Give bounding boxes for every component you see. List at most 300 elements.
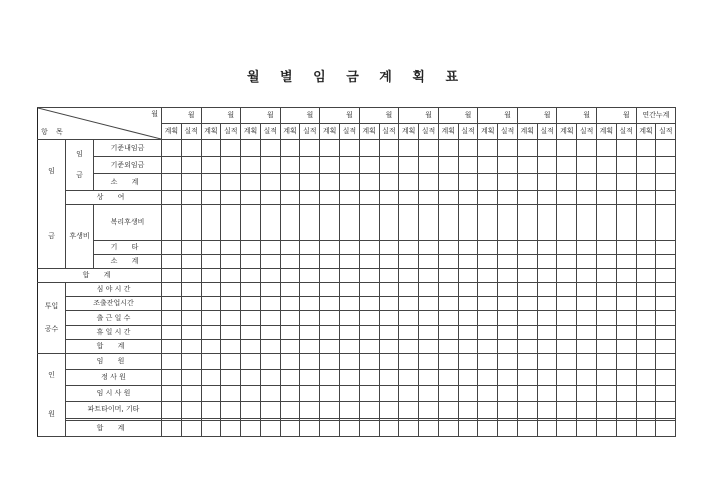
data-cell[interactable]	[537, 205, 557, 240]
data-cell[interactable]	[557, 386, 577, 402]
data-cell[interactable]	[260, 205, 280, 240]
data-cell[interactable]	[379, 311, 399, 325]
data-cell[interactable]	[419, 205, 439, 240]
data-cell[interactable]	[379, 402, 399, 418]
data-cell[interactable]	[221, 339, 241, 353]
data-cell[interactable]	[339, 311, 359, 325]
data-cell[interactable]	[379, 325, 399, 339]
data-cell[interactable]	[537, 402, 557, 418]
data-cell[interactable]	[221, 370, 241, 386]
data-cell[interactable]	[300, 140, 320, 157]
data-cell[interactable]	[162, 254, 182, 268]
data-cell[interactable]	[221, 420, 241, 436]
data-cell[interactable]	[616, 386, 636, 402]
data-cell[interactable]	[557, 205, 577, 240]
data-cell[interactable]	[339, 386, 359, 402]
data-cell[interactable]	[458, 240, 478, 254]
data-cell[interactable]	[478, 297, 498, 311]
data-cell[interactable]	[320, 254, 340, 268]
data-cell[interactable]	[399, 254, 419, 268]
data-cell[interactable]	[597, 339, 617, 353]
data-cell[interactable]	[419, 353, 439, 369]
data-cell[interactable]	[300, 240, 320, 254]
data-cell[interactable]	[399, 311, 419, 325]
data-cell[interactable]	[221, 254, 241, 268]
data-cell[interactable]	[181, 140, 201, 157]
data-cell[interactable]	[241, 325, 261, 339]
data-cell[interactable]	[399, 140, 419, 157]
data-cell[interactable]	[458, 297, 478, 311]
data-cell[interactable]	[339, 297, 359, 311]
data-cell[interactable]	[181, 240, 201, 254]
data-cell[interactable]	[320, 402, 340, 418]
data-cell[interactable]	[636, 420, 656, 436]
data-cell[interactable]	[656, 370, 676, 386]
data-cell[interactable]	[379, 420, 399, 436]
data-cell[interactable]	[399, 339, 419, 353]
data-cell[interactable]	[616, 240, 636, 254]
data-cell[interactable]	[537, 311, 557, 325]
data-cell[interactable]	[597, 140, 617, 157]
data-cell[interactable]	[498, 140, 518, 157]
data-cell[interactable]	[241, 140, 261, 157]
data-cell[interactable]	[280, 370, 300, 386]
data-cell[interactable]	[359, 254, 379, 268]
data-cell[interactable]	[201, 297, 221, 311]
data-cell[interactable]	[300, 339, 320, 353]
data-cell[interactable]	[241, 254, 261, 268]
data-cell[interactable]	[537, 191, 557, 205]
data-cell[interactable]	[458, 402, 478, 418]
data-cell[interactable]	[339, 205, 359, 240]
data-cell[interactable]	[498, 311, 518, 325]
data-cell[interactable]	[260, 353, 280, 369]
data-cell[interactable]	[597, 269, 617, 283]
data-cell[interactable]	[201, 370, 221, 386]
data-cell[interactable]	[438, 240, 458, 254]
data-cell[interactable]	[399, 402, 419, 418]
data-cell[interactable]	[419, 325, 439, 339]
data-cell[interactable]	[359, 353, 379, 369]
data-cell[interactable]	[280, 254, 300, 268]
data-cell[interactable]	[478, 269, 498, 283]
data-cell[interactable]	[260, 297, 280, 311]
data-cell[interactable]	[656, 191, 676, 205]
data-cell[interactable]	[241, 157, 261, 174]
data-cell[interactable]	[557, 370, 577, 386]
data-cell[interactable]	[498, 386, 518, 402]
data-cell[interactable]	[537, 339, 557, 353]
data-cell[interactable]	[458, 157, 478, 174]
data-cell[interactable]	[577, 283, 597, 297]
data-cell[interactable]	[478, 402, 498, 418]
data-cell[interactable]	[517, 353, 537, 369]
data-cell[interactable]	[438, 191, 458, 205]
data-cell[interactable]	[616, 353, 636, 369]
data-cell[interactable]	[221, 140, 241, 157]
data-cell[interactable]	[241, 269, 261, 283]
data-cell[interactable]	[399, 269, 419, 283]
data-cell[interactable]	[162, 157, 182, 174]
data-cell[interactable]	[399, 191, 419, 205]
data-cell[interactable]	[478, 254, 498, 268]
data-cell[interactable]	[241, 386, 261, 402]
data-cell[interactable]	[557, 191, 577, 205]
data-cell[interactable]	[616, 325, 636, 339]
data-cell[interactable]	[478, 157, 498, 174]
data-cell[interactable]	[438, 174, 458, 191]
data-cell[interactable]	[339, 269, 359, 283]
data-cell[interactable]	[379, 339, 399, 353]
data-cell[interactable]	[359, 297, 379, 311]
data-cell[interactable]	[221, 353, 241, 369]
data-cell[interactable]	[280, 325, 300, 339]
data-cell[interactable]	[320, 191, 340, 205]
data-cell[interactable]	[181, 402, 201, 418]
data-cell[interactable]	[557, 420, 577, 436]
data-cell[interactable]	[300, 297, 320, 311]
data-cell[interactable]	[300, 205, 320, 240]
data-cell[interactable]	[517, 297, 537, 311]
data-cell[interactable]	[636, 297, 656, 311]
data-cell[interactable]	[656, 353, 676, 369]
data-cell[interactable]	[260, 420, 280, 436]
data-cell[interactable]	[379, 386, 399, 402]
data-cell[interactable]	[458, 254, 478, 268]
data-cell[interactable]	[597, 325, 617, 339]
data-cell[interactable]	[438, 386, 458, 402]
data-cell[interactable]	[339, 157, 359, 174]
data-cell[interactable]	[300, 174, 320, 191]
data-cell[interactable]	[478, 205, 498, 240]
data-cell[interactable]	[280, 240, 300, 254]
data-cell[interactable]	[260, 370, 280, 386]
data-cell[interactable]	[616, 191, 636, 205]
data-cell[interactable]	[419, 191, 439, 205]
data-cell[interactable]	[379, 254, 399, 268]
data-cell[interactable]	[379, 283, 399, 297]
data-cell[interactable]	[636, 191, 656, 205]
data-cell[interactable]	[162, 205, 182, 240]
data-cell[interactable]	[656, 157, 676, 174]
data-cell[interactable]	[280, 353, 300, 369]
data-cell[interactable]	[280, 402, 300, 418]
data-cell[interactable]	[458, 140, 478, 157]
data-cell[interactable]	[597, 254, 617, 268]
data-cell[interactable]	[201, 254, 221, 268]
data-cell[interactable]	[537, 283, 557, 297]
data-cell[interactable]	[399, 297, 419, 311]
data-cell[interactable]	[517, 311, 537, 325]
data-cell[interactable]	[517, 386, 537, 402]
data-cell[interactable]	[320, 269, 340, 283]
data-cell[interactable]	[577, 386, 597, 402]
data-cell[interactable]	[537, 140, 557, 157]
data-cell[interactable]	[300, 269, 320, 283]
data-cell[interactable]	[241, 205, 261, 240]
data-cell[interactable]	[616, 174, 636, 191]
data-cell[interactable]	[419, 420, 439, 436]
data-cell[interactable]	[577, 140, 597, 157]
data-cell[interactable]	[478, 174, 498, 191]
data-cell[interactable]	[557, 339, 577, 353]
data-cell[interactable]	[260, 191, 280, 205]
data-cell[interactable]	[636, 311, 656, 325]
data-cell[interactable]	[656, 140, 676, 157]
data-cell[interactable]	[577, 297, 597, 311]
data-cell[interactable]	[162, 174, 182, 191]
data-cell[interactable]	[221, 174, 241, 191]
data-cell[interactable]	[359, 325, 379, 339]
data-cell[interactable]	[537, 353, 557, 369]
data-cell[interactable]	[339, 283, 359, 297]
data-cell[interactable]	[359, 339, 379, 353]
data-cell[interactable]	[201, 311, 221, 325]
data-cell[interactable]	[597, 297, 617, 311]
data-cell[interactable]	[320, 297, 340, 311]
data-cell[interactable]	[498, 205, 518, 240]
data-cell[interactable]	[162, 325, 182, 339]
data-cell[interactable]	[339, 191, 359, 205]
data-cell[interactable]	[616, 311, 636, 325]
data-cell[interactable]	[537, 269, 557, 283]
data-cell[interactable]	[498, 191, 518, 205]
data-cell[interactable]	[557, 157, 577, 174]
data-cell[interactable]	[557, 269, 577, 283]
data-cell[interactable]	[419, 297, 439, 311]
data-cell[interactable]	[320, 174, 340, 191]
data-cell[interactable]	[399, 386, 419, 402]
data-cell[interactable]	[438, 402, 458, 418]
data-cell[interactable]	[359, 402, 379, 418]
data-cell[interactable]	[597, 386, 617, 402]
data-cell[interactable]	[597, 283, 617, 297]
data-cell[interactable]	[498, 339, 518, 353]
data-cell[interactable]	[399, 370, 419, 386]
data-cell[interactable]	[577, 269, 597, 283]
data-cell[interactable]	[557, 311, 577, 325]
data-cell[interactable]	[241, 420, 261, 436]
data-cell[interactable]	[438, 269, 458, 283]
data-cell[interactable]	[280, 205, 300, 240]
data-cell[interactable]	[181, 353, 201, 369]
data-cell[interactable]	[181, 420, 201, 436]
data-cell[interactable]	[359, 311, 379, 325]
data-cell[interactable]	[517, 157, 537, 174]
data-cell[interactable]	[478, 311, 498, 325]
data-cell[interactable]	[221, 402, 241, 418]
data-cell[interactable]	[438, 339, 458, 353]
data-cell[interactable]	[517, 420, 537, 436]
data-cell[interactable]	[597, 191, 617, 205]
data-cell[interactable]	[478, 386, 498, 402]
data-cell[interactable]	[597, 420, 617, 436]
data-cell[interactable]	[379, 297, 399, 311]
data-cell[interactable]	[280, 311, 300, 325]
data-cell[interactable]	[636, 386, 656, 402]
data-cell[interactable]	[320, 370, 340, 386]
data-cell[interactable]	[201, 402, 221, 418]
data-cell[interactable]	[181, 297, 201, 311]
data-cell[interactable]	[280, 386, 300, 402]
data-cell[interactable]	[260, 283, 280, 297]
data-cell[interactable]	[300, 370, 320, 386]
data-cell[interactable]	[181, 339, 201, 353]
data-cell[interactable]	[498, 157, 518, 174]
data-cell[interactable]	[656, 297, 676, 311]
data-cell[interactable]	[517, 140, 537, 157]
data-cell[interactable]	[577, 157, 597, 174]
data-cell[interactable]	[280, 420, 300, 436]
data-cell[interactable]	[280, 339, 300, 353]
data-cell[interactable]	[656, 283, 676, 297]
data-cell[interactable]	[419, 402, 439, 418]
data-cell[interactable]	[498, 370, 518, 386]
data-cell[interactable]	[577, 420, 597, 436]
data-cell[interactable]	[399, 420, 419, 436]
data-cell[interactable]	[280, 174, 300, 191]
data-cell[interactable]	[419, 254, 439, 268]
data-cell[interactable]	[260, 157, 280, 174]
data-cell[interactable]	[478, 339, 498, 353]
data-cell[interactable]	[517, 191, 537, 205]
data-cell[interactable]	[636, 370, 656, 386]
data-cell[interactable]	[517, 339, 537, 353]
data-cell[interactable]	[221, 191, 241, 205]
data-cell[interactable]	[498, 174, 518, 191]
data-cell[interactable]	[636, 240, 656, 254]
data-cell[interactable]	[656, 386, 676, 402]
data-cell[interactable]	[162, 420, 182, 436]
data-cell[interactable]	[577, 311, 597, 325]
data-cell[interactable]	[320, 140, 340, 157]
data-cell[interactable]	[280, 283, 300, 297]
data-cell[interactable]	[498, 353, 518, 369]
data-cell[interactable]	[241, 402, 261, 418]
data-cell[interactable]	[636, 283, 656, 297]
data-cell[interactable]	[656, 325, 676, 339]
data-cell[interactable]	[339, 240, 359, 254]
data-cell[interactable]	[577, 254, 597, 268]
data-cell[interactable]	[537, 297, 557, 311]
data-cell[interactable]	[557, 325, 577, 339]
data-cell[interactable]	[616, 339, 636, 353]
data-cell[interactable]	[498, 240, 518, 254]
data-cell[interactable]	[201, 420, 221, 436]
data-cell[interactable]	[201, 353, 221, 369]
data-cell[interactable]	[458, 386, 478, 402]
data-cell[interactable]	[201, 157, 221, 174]
data-cell[interactable]	[616, 205, 636, 240]
data-cell[interactable]	[359, 386, 379, 402]
data-cell[interactable]	[597, 353, 617, 369]
data-cell[interactable]	[616, 157, 636, 174]
data-cell[interactable]	[478, 140, 498, 157]
data-cell[interactable]	[221, 386, 241, 402]
data-cell[interactable]	[438, 157, 458, 174]
data-cell[interactable]	[300, 191, 320, 205]
data-cell[interactable]	[438, 325, 458, 339]
data-cell[interactable]	[181, 386, 201, 402]
data-cell[interactable]	[359, 157, 379, 174]
data-cell[interactable]	[419, 174, 439, 191]
data-cell[interactable]	[201, 191, 221, 205]
data-cell[interactable]	[419, 269, 439, 283]
data-cell[interactable]	[201, 386, 221, 402]
data-cell[interactable]	[339, 339, 359, 353]
data-cell[interactable]	[201, 205, 221, 240]
data-cell[interactable]	[498, 420, 518, 436]
data-cell[interactable]	[162, 386, 182, 402]
data-cell[interactable]	[458, 191, 478, 205]
data-cell[interactable]	[458, 269, 478, 283]
data-cell[interactable]	[458, 311, 478, 325]
data-cell[interactable]	[260, 402, 280, 418]
data-cell[interactable]	[577, 174, 597, 191]
data-cell[interactable]	[379, 353, 399, 369]
data-cell[interactable]	[656, 420, 676, 436]
data-cell[interactable]	[359, 191, 379, 205]
data-cell[interactable]	[438, 420, 458, 436]
data-cell[interactable]	[162, 269, 182, 283]
data-cell[interactable]	[241, 339, 261, 353]
data-cell[interactable]	[636, 269, 656, 283]
data-cell[interactable]	[339, 140, 359, 157]
data-cell[interactable]	[597, 402, 617, 418]
data-cell[interactable]	[557, 254, 577, 268]
data-cell[interactable]	[339, 353, 359, 369]
data-cell[interactable]	[636, 157, 656, 174]
data-cell[interactable]	[221, 325, 241, 339]
data-cell[interactable]	[300, 325, 320, 339]
data-cell[interactable]	[320, 325, 340, 339]
data-cell[interactable]	[260, 339, 280, 353]
data-cell[interactable]	[517, 254, 537, 268]
data-cell[interactable]	[557, 353, 577, 369]
data-cell[interactable]	[537, 370, 557, 386]
data-cell[interactable]	[616, 254, 636, 268]
data-cell[interactable]	[320, 339, 340, 353]
data-cell[interactable]	[498, 325, 518, 339]
data-cell[interactable]	[458, 420, 478, 436]
data-cell[interactable]	[557, 174, 577, 191]
data-cell[interactable]	[339, 402, 359, 418]
data-cell[interactable]	[221, 269, 241, 283]
data-cell[interactable]	[359, 269, 379, 283]
data-cell[interactable]	[379, 205, 399, 240]
data-cell[interactable]	[359, 140, 379, 157]
data-cell[interactable]	[577, 191, 597, 205]
data-cell[interactable]	[260, 140, 280, 157]
data-cell[interactable]	[201, 283, 221, 297]
data-cell[interactable]	[419, 140, 439, 157]
data-cell[interactable]	[241, 240, 261, 254]
data-cell[interactable]	[478, 240, 498, 254]
data-cell[interactable]	[419, 370, 439, 386]
data-cell[interactable]	[636, 174, 656, 191]
data-cell[interactable]	[438, 370, 458, 386]
data-cell[interactable]	[181, 370, 201, 386]
data-cell[interactable]	[419, 240, 439, 254]
data-cell[interactable]	[260, 254, 280, 268]
data-cell[interactable]	[656, 254, 676, 268]
data-cell[interactable]	[616, 297, 636, 311]
data-cell[interactable]	[339, 325, 359, 339]
data-cell[interactable]	[656, 240, 676, 254]
data-cell[interactable]	[616, 370, 636, 386]
data-cell[interactable]	[339, 370, 359, 386]
data-cell[interactable]	[656, 402, 676, 418]
